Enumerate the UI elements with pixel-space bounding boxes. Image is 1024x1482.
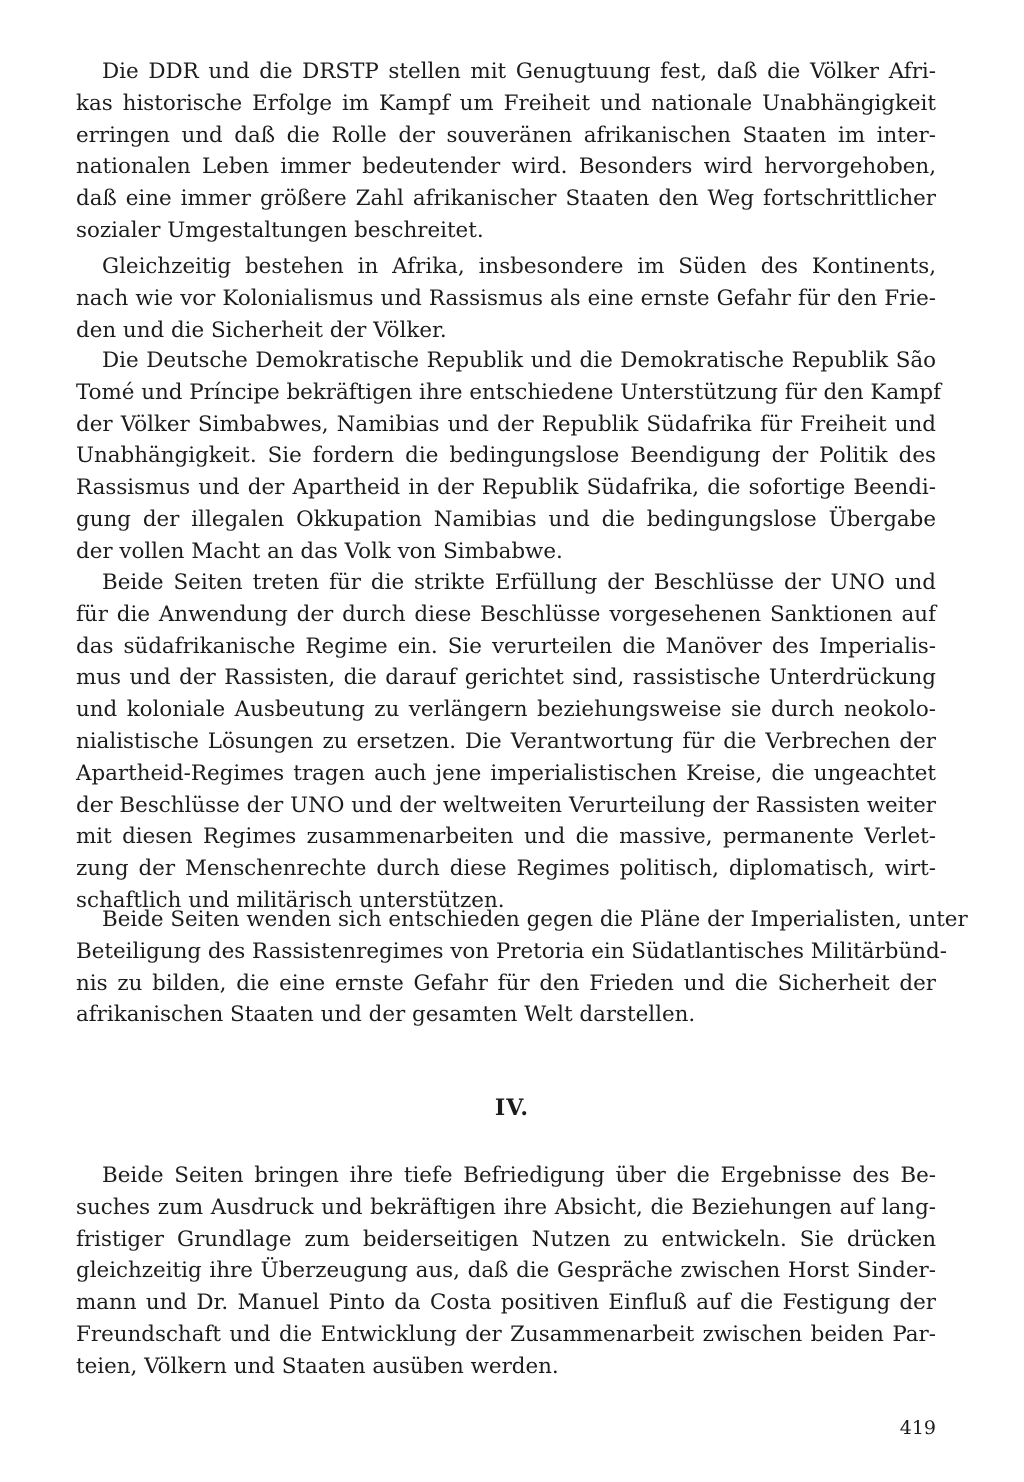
text-line: nach wie vor Kolonialismus und Rassismus als eine ernste Gefahr für den Frie- <box>76 285 936 311</box>
text-line: schaftlich und militärisch unterstützen. <box>76 888 505 913</box>
text-line: sozialer Umgestaltungen beschreitet. <box>76 218 484 243</box>
text-line: nationalen Leben immer bedeutender wird. Besonders wird hervorgehoben, <box>76 154 936 180</box>
text-line: fristiger Grundlage zum beiderseitigen Nutzen zu entwickeln. Sie drücken <box>76 1226 936 1252</box>
text-line: Freundschaft und die Entwicklung der Zusammenarbeit zwischen beiden Par- <box>76 1322 936 1347</box>
text-line: mann und Dr. Manuel Pinto da Costa positiven Einfluß auf die Festigung der <box>76 1290 936 1316</box>
text-line: den und die Sicherheit der Völker. <box>76 317 447 343</box>
text-line: das südafrikanische Regime ein. Sie verurteilen die Manöver des Imperialis- <box>76 633 936 659</box>
text-line: der Beschlüsse der UNO und der weltweiten Verurteilung der Rassisten weiter <box>76 792 936 818</box>
page-number: 419 <box>899 1417 936 1439</box>
text-line: Die DDR und die DRSTP stellen mit Genugtuung fest, daß die Völker Afri- <box>102 59 936 84</box>
text-line: afrikanischen Staaten und der gesamten Welt darstellen. <box>76 1002 696 1028</box>
text-line: nialistische Lösungen zu ersetzen. Die Verantwortung für die Verbrechen der <box>76 729 936 754</box>
text-line: für die Anwendung der durch diese Beschlüsse vorgesehenen Sanktionen auf <box>76 601 936 627</box>
text-line: mit diesen Regimes zusammenarbeiten und die massive, permanente Verlet- <box>76 824 936 850</box>
text-line: der vollen Macht an das Volk von Simbabwe. <box>76 538 563 564</box>
text-line: Unabhängigkeit. Sie fordern die bedingungslose Beendigung der Politik des <box>76 443 936 469</box>
text-line: daß eine immer größere Zahl afrikanischer Staaten den Weg fortschrittlicher <box>76 186 936 212</box>
text-line: der Völker Simbabwes, Namibias und der Republik Südafrika für Freiheit und <box>76 411 936 437</box>
text-line: erringen und daß die Rolle der souveränen afrikanischen Staaten im inter- <box>76 122 936 148</box>
text-line: Beteiligung des Rassistenregimes von Pretoria ein Südatlantisches Militärbünd- <box>76 938 947 964</box>
text-line: Die Deutsche Demokratische Republik und die Demokratische Republik São <box>102 348 936 373</box>
text-line: Beide Seiten treten für die strikte Erfüllung der Beschlüsse der UNO und <box>102 570 936 595</box>
text-line: Beide Seiten wenden sich entschieden gegen die Pläne der Imperialisten, unter <box>102 907 968 932</box>
text-line: Rassismus und der Apartheid in der Republik Südafrika, die sofortige Beendi- <box>76 475 936 501</box>
text-line: Apartheid-Regimes tragen auch jene imperialistischen Kreise, die ungeachtet <box>76 760 936 786</box>
text-line: suches zum Ausdruck und bekräftigen ihre Absicht, die Beziehungen auf lang- <box>76 1194 936 1220</box>
text-line: Gleichzeitig bestehen in Afrika, insbesondere im Süden des Kontinents, <box>102 254 936 279</box>
text-line: teien, Völkern und Staaten ausüben werden. <box>76 1353 559 1379</box>
text-line: nis zu bilden, die eine ernste Gefahr für den Frieden und die Sicherheit der <box>76 970 936 996</box>
text-line: mus und der Rassisten, die darauf gerichtet sind, rassistische Unterdrückung <box>76 665 936 691</box>
text-line: Tomé und Príncipe bekräftigen ihre entschiedene Unterstützung für den Kampf <box>76 379 942 405</box>
text-line: gleichzeitig ihre Überzeugung aus, daß die Gespräche zwischen Horst Sinder- <box>76 1258 936 1284</box>
text-line: und koloniale Ausbeutung zu verlängern beziehungsweise sie durch neokolo- <box>76 697 936 723</box>
section-heading: IV. <box>494 1095 530 1121</box>
text-line: kas historische Erfolge im Kampf um Freiheit und nationale Unabhängigkeit <box>76 90 936 116</box>
text-line: zung der Menschenrechte durch diese Regimes politisch, diplomatisch, wirt- <box>76 856 936 882</box>
text-line: gung der illegalen Okkupation Namibias und die bedingungslose Übergabe <box>76 507 936 532</box>
text-line: Beide Seiten bringen ihre tiefe Befriedigung über die Ergebnisse des Be- <box>102 1163 936 1188</box>
